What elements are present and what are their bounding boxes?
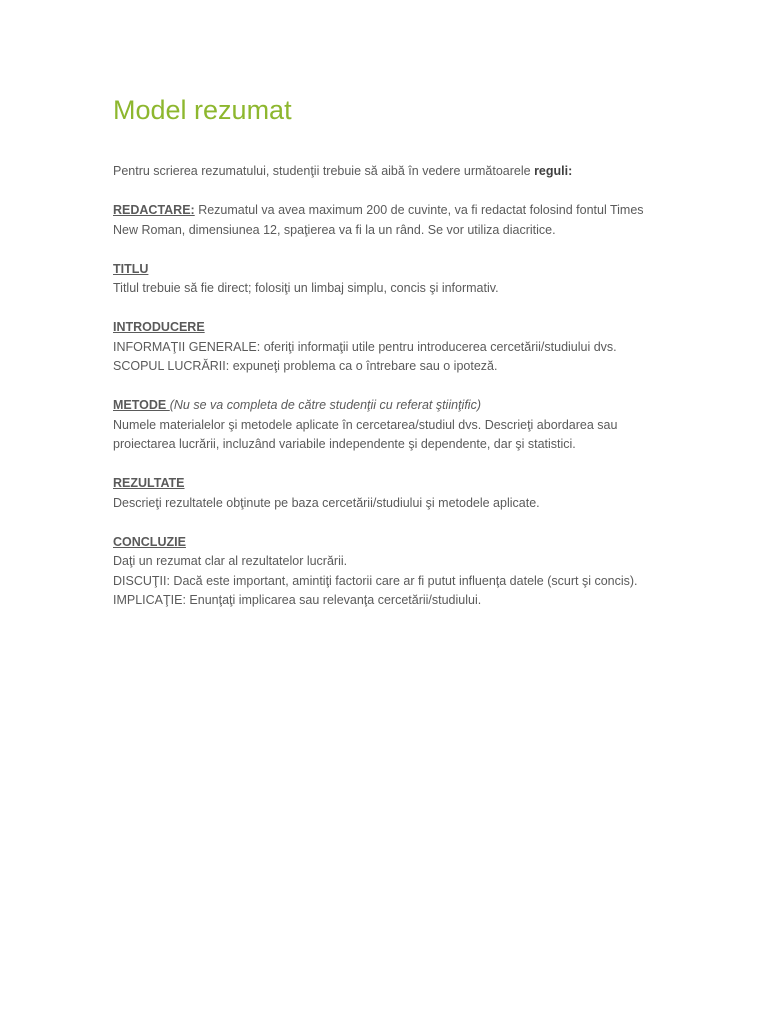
introducere-heading: INTRODUCERE — [113, 320, 205, 334]
metode-paragraph — [113, 396, 653, 455]
section-metode — [113, 396, 653, 455]
concluzie-heading: CONCLUZIE — [113, 534, 186, 549]
concluzie-paragraph — [113, 533, 653, 611]
metode-heading: METODE — [113, 398, 170, 412]
rezultate-text: Descrieţi rezultatele obţinute pe baza cercetării/studiului şi metodele aplicate. — [113, 495, 540, 510]
intro-text: Pentru scrierea rezumatului, studenţii trebuie să aibă în vedere următoarele — [113, 164, 535, 178]
redactare-heading: REDACTARE: — [113, 203, 195, 217]
section-rezultate — [113, 474, 653, 513]
concluzie-line-2: DISCUŢII: Dacă este important, amintiţi factorii care ar fi putut influenţa datele (scurt şi concis). — [113, 573, 638, 588]
rezultate-heading: REZULTATE — [113, 476, 185, 490]
rezultate-paragraph — [113, 474, 653, 513]
section-concluzie — [113, 533, 653, 611]
section-introducere — [113, 318, 653, 377]
introducere-paragraph — [113, 318, 653, 377]
metode-note: (Nu se va completa de către studenţii cu referat ştiinţific) — [169, 398, 481, 412]
page-title: Model rezumat — [113, 95, 292, 125]
redactare-paragraph — [113, 201, 653, 240]
concluzie-line-3: IMPLICAŢIE: Enunţaţi implicarea sau relevanţa cercetării/studiului. — [113, 593, 482, 607]
titlu-paragraph — [113, 260, 653, 299]
document-page — [113, 88, 653, 630]
redactare-text: Rezumatul va avea maximum 200 de cuvinte, va fi redactat folosind fontul Times New Roman, dimensiunea 12, spaţierea va fi la un rând. Se vor utiliza diacritice. — [113, 203, 644, 237]
titlu-text: Titlul trebuie să fie direct; folosiţi un limbaj simplu, concis şi informativ. — [113, 281, 499, 295]
metode-text: Numele materialelor şi metodele aplicate în cercetarea/studiul dvs. Descrieţi abordarea sau proiectarea lucrării, incluzând variabile independente şi dependente, dar şi statistici. — [113, 417, 618, 451]
intro-paragraph — [113, 162, 653, 182]
introducere-line-1: INFORMAŢII GENERALE: oferiţi informaţii utile pentru introducerea cercetării/studiului dvs. — [113, 339, 617, 354]
section-titlu — [113, 260, 653, 299]
section-redactare — [113, 201, 653, 240]
titlu-heading: TITLU — [113, 261, 149, 276]
introducere-line-2: SCOPUL LUCRĂRII: expuneţi problema ca o întrebare sau o ipoteză. — [113, 359, 498, 373]
intro-bold: reguli: — [534, 164, 573, 178]
concluzie-line-1: Daţi un rezumat clar al rezultatelor lucrării. — [113, 554, 348, 568]
